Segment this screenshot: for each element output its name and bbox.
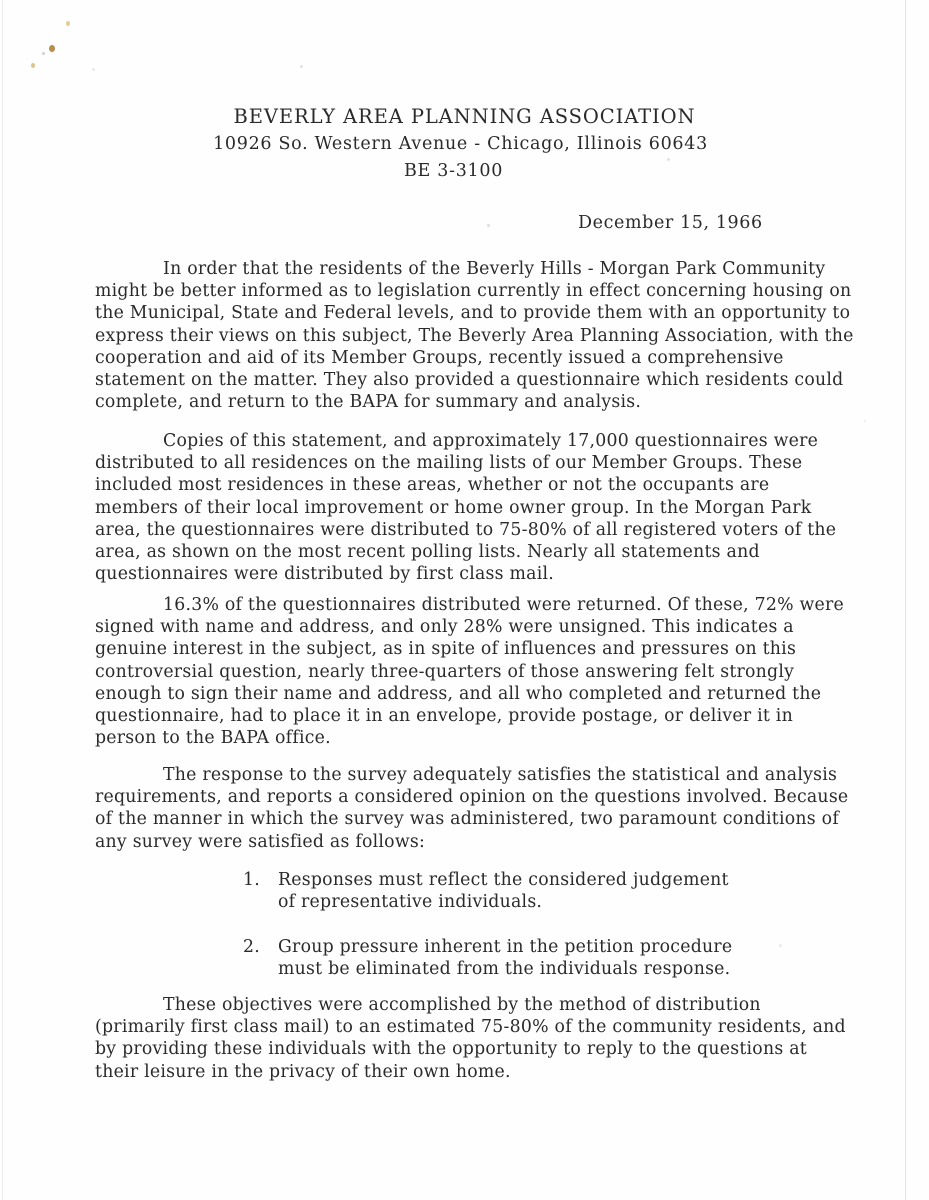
body-paragraph-1-container [95,258,855,413]
letterhead [0,104,929,184]
aging-speck [66,21,70,26]
list-item-line: Responses must reflect the considered judgement [278,870,729,890]
list-item-text [278,869,863,913]
aging-speck [31,63,35,68]
letterhead-phone: BE 3-3100 [403,161,504,181]
body-paragraph-5-container [95,994,855,1083]
aging-speck [300,65,303,68]
list-item-line: must be eliminated from the individuals response. [278,958,731,979]
numbered-list [243,869,863,980]
list-item [243,936,863,980]
letter-date: December 15, 1966 [578,213,763,233]
letterhead-organization: BEVERLY AREA PLANNING ASSOCIATION [233,105,696,128]
aging-speck [864,420,866,422]
body-paragraph-2-container [95,430,855,585]
aging-speck [92,68,95,71]
body-paragraph-4-container [95,764,855,853]
list-item [243,869,863,913]
body-paragraph: The response to the survey adequately satisfies the statistical and analysis requirements, and reports a considered opinion on the questions involved. Because of the manner in which the survey was administered, two paramount conditions of any survey were satisfied as follows: [95,765,849,852]
list-item-number: 1. [243,870,260,890]
body-paragraph: These objectives were accomplished by the method of distribution (primarily first class mail) to an estimated 75-80% of the community residents, and by providing these individuals with the opportunity to reply to the questions at their leisure in the privacy of their own home. [95,995,846,1082]
list-item-line: Group pressure inherent in the petition procedure [278,936,733,957]
aging-speck [42,52,45,55]
list-item-text [278,936,863,980]
list-item-line: of representative individuals. [278,892,543,913]
aging-speck [487,224,490,227]
letterhead-address: 10926 So. Western Avenue - Chicago, Illinois 60643 [213,134,708,154]
list-item-number: 2. [243,936,260,957]
body-paragraph: 16.3% of the questionnaires distributed were returned. Of these, 72% were signed with name and address, and only 28% were unsigned. This indicates a genuine interest in the subject, as in spite of influences and pressures on this controversial question, nearly three-quarters of those answering felt strongly enough to sign their name and address, and all who completed and returned the questionnaire, had to place it in an envelope, provide postage, or deliver it in person to the BAPA office. [95,595,845,749]
body-paragraph: In order that the residents of the Beverly Hills - Morgan Park Community might be better informed as to legislation currently in effect concerning housing on the Municipal, State and Federal levels, and to provide them with an opportunity to express their views on this subject, The Beverly Area Planning Association, with the cooperation and aid of its Member Groups, recently issued a comprehensive statement on the matter. They also provided a questionnaire which residents could complete, and return to the BAPA for summary and analysis. [95,259,854,413]
body-paragraph-3-container [95,594,855,749]
aging-speck [49,45,55,52]
body-paragraph: Copies of this statement, and approximately 17,000 questionnaires were distributed to all residences on the mailing lists of our Member Groups. These included most residences in these areas, whether or not the occupants are members of their local improvement or home owner group. In the Morgan Park area, the questionnaires were distributed to 75-80% of all registered voters of the area, as shown on the most recent polling lists. Nearly all statements and questionnaires were distributed by first class mail. [95,431,837,585]
